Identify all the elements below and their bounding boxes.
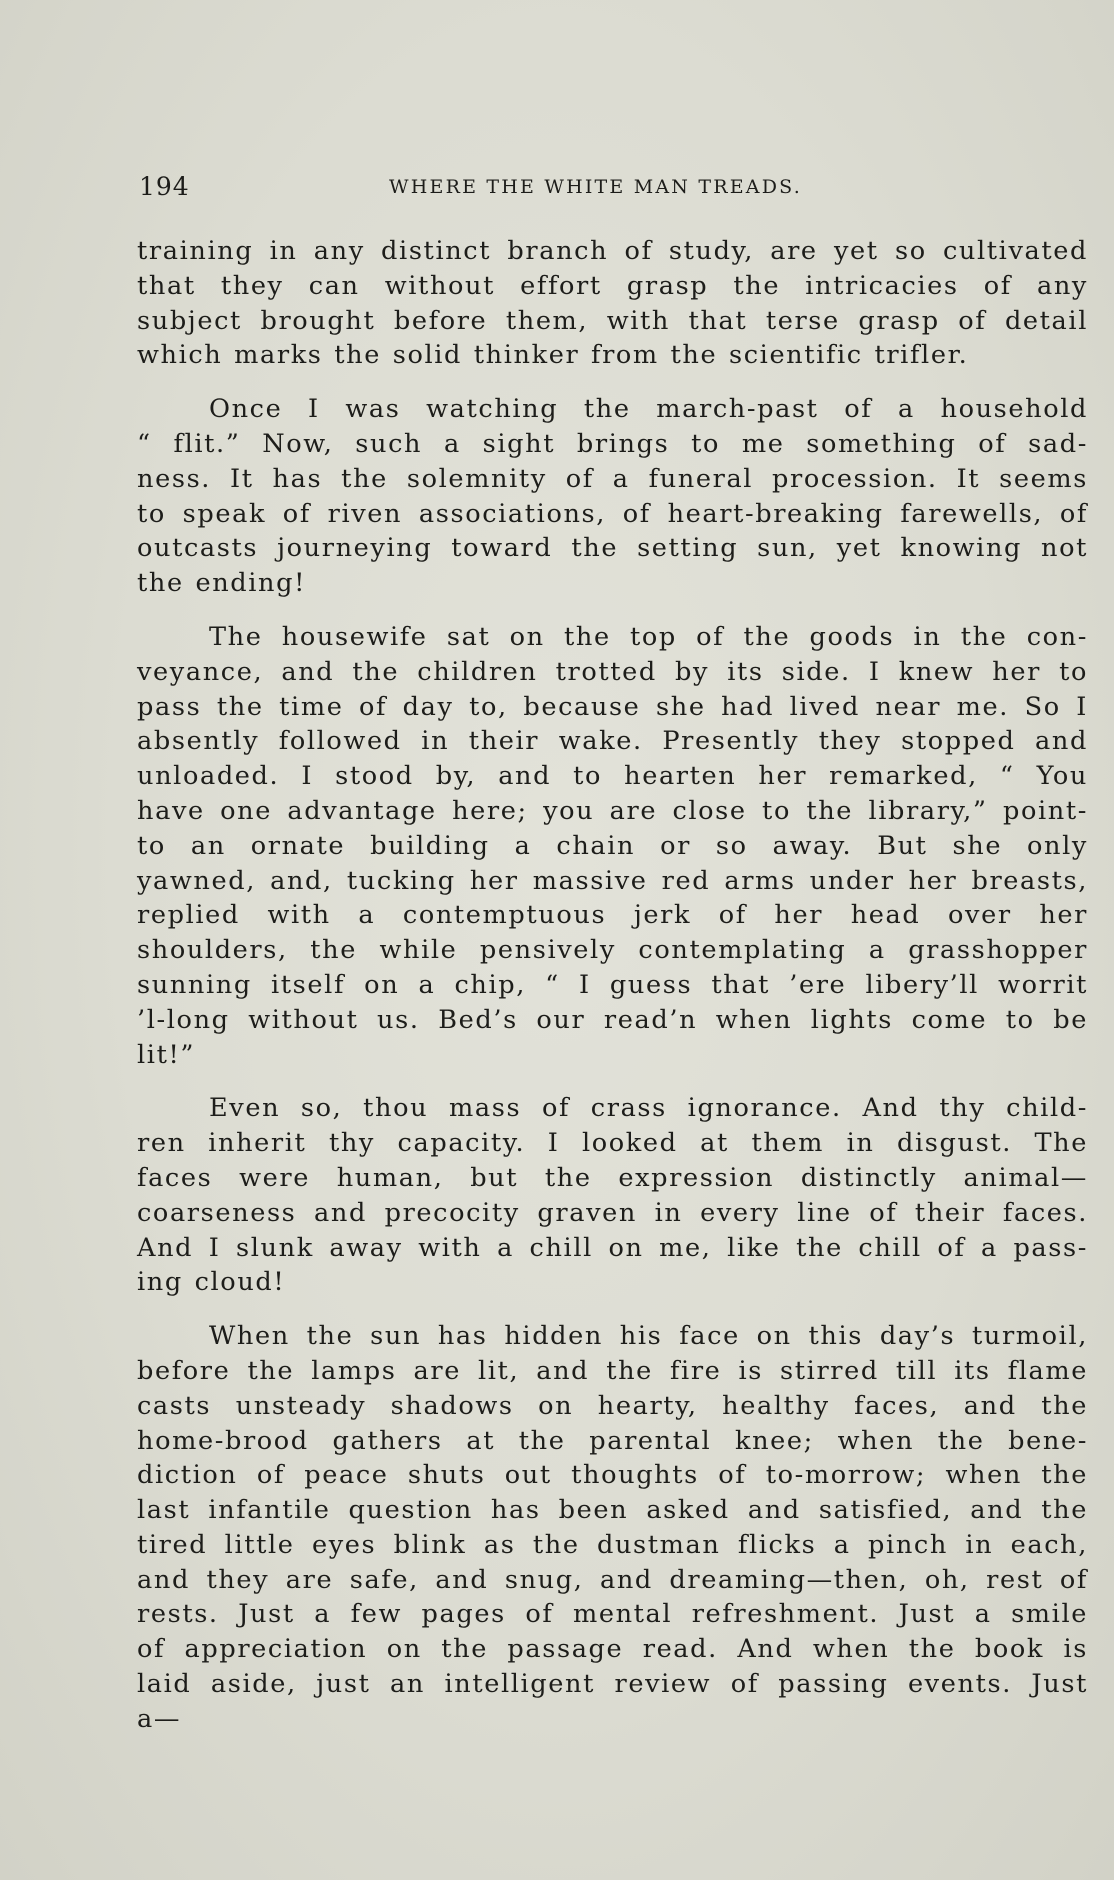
text-line: training in any distinct branch of study, are yet so cultivated bbox=[137, 236, 1088, 266]
text-line: ness. It has the solemnity of a funeral procession. It seems bbox=[137, 463, 1088, 494]
running-title: WHERE THE WHITE MAN TREADS. bbox=[389, 176, 802, 198]
text-line: ’l-long without us. Bed’s our read’n when lights come to be bbox=[137, 1004, 1088, 1035]
text-line: And I slunk away with a chill on me, like the chill of a pass- bbox=[137, 1232, 1088, 1263]
text-line: laid aside, just an intelligent review of passing events. Just bbox=[137, 1669, 1088, 1700]
text-line: yawned, and, tucking her massive red arms under her breasts, bbox=[137, 865, 1088, 896]
text-line: outcasts journeying toward the setting sun, yet knowing not bbox=[137, 533, 1088, 564]
text-line: rests. Just a few pages of mental refreshment. Just a smile bbox=[137, 1599, 1088, 1630]
text-line: absently followed in their wake. Presently they stopped and bbox=[137, 726, 1088, 757]
text-line: casts unsteady shadows on hearty, healthy faces, and the bbox=[137, 1390, 1088, 1421]
text-line: subject brought before them, with that terse grasp of detail bbox=[137, 305, 1088, 336]
text-line: the ending! bbox=[137, 568, 307, 599]
text-line: that they can without effort grasp the intricacies of any bbox=[137, 270, 1088, 301]
text-line: ing cloud! bbox=[137, 1267, 286, 1298]
text-line: Once I was watching the march-past of a household bbox=[209, 394, 1088, 425]
text-line: last infantile question has been asked and satisfied, and the bbox=[137, 1495, 1088, 1526]
text-line: veyance, and the children trotted by its side. I knew her to bbox=[137, 656, 1088, 687]
page-number: 194 bbox=[139, 172, 190, 201]
text-line: of appreciation on the passage read. And when the book is bbox=[137, 1634, 1088, 1665]
text-line: home-brood gathers at the parental knee; when the bene- bbox=[137, 1425, 1088, 1456]
text-line: The housewife sat on the top of the goods in the con- bbox=[209, 621, 1088, 652]
text-line: diction of peace shuts out thoughts of to-morrow; when the bbox=[137, 1460, 1088, 1491]
text-line: sunning itself on a chip, “ I guess that ’ere libery’ll worrit bbox=[137, 969, 1088, 1000]
text-line: Even so, thou mass of crass ignorance. And thy child- bbox=[209, 1093, 1088, 1124]
text-line: to an ornate building a chain or so away. But she only bbox=[137, 830, 1088, 861]
text-line: lit!” bbox=[137, 1039, 196, 1070]
paragraph bbox=[137, 392, 1088, 601]
paragraph bbox=[137, 234, 1088, 373]
text-line: before the lamps are lit, and the fire is stirred till its flame bbox=[137, 1355, 1088, 1386]
text-line: “ flit.” Now, such a sight brings to me something of sad- bbox=[137, 428, 1088, 459]
page-header bbox=[139, 172, 1089, 206]
text-line: shoulders, the while pensively contemplating a grasshopper bbox=[137, 935, 1088, 966]
text-line: and they are safe, and snug, and dreaming—then, oh, rest of bbox=[137, 1564, 1088, 1595]
text-line: which marks the solid thinker from the scientific trifler. bbox=[137, 340, 969, 371]
text-line: replied with a contemptuous jerk of her head over her bbox=[137, 900, 1088, 931]
text-line: ren inherit thy capacity. I looked at them in disgust. The bbox=[137, 1128, 1088, 1159]
text-line: tired little eyes blink as the dustman flicks a pinch in each, bbox=[137, 1529, 1088, 1560]
text-line: to speak of riven associations, of heart-breaking farewells, of bbox=[137, 498, 1088, 529]
text-line: When the sun has hidden his face on this day’s turmoil, bbox=[209, 1321, 1088, 1352]
paragraph bbox=[137, 1319, 1088, 1737]
text-line: unloaded. I stood by, and to hearten her remarked, “ You bbox=[137, 761, 1088, 792]
text-line: pass the time of day to, because she had lived near me. So I bbox=[137, 691, 1088, 722]
text-line: coarseness and precocity graven in every line of their faces. bbox=[137, 1197, 1088, 1228]
text-line: faces were human, but the expression distinctly animal— bbox=[137, 1162, 1088, 1193]
paragraph bbox=[137, 1091, 1088, 1300]
text-line: a— bbox=[137, 1703, 182, 1734]
text-line: have one advantage here; you are close to the library,” point- bbox=[137, 795, 1088, 826]
paragraph bbox=[137, 620, 1088, 1072]
body-text bbox=[137, 234, 1088, 1756]
